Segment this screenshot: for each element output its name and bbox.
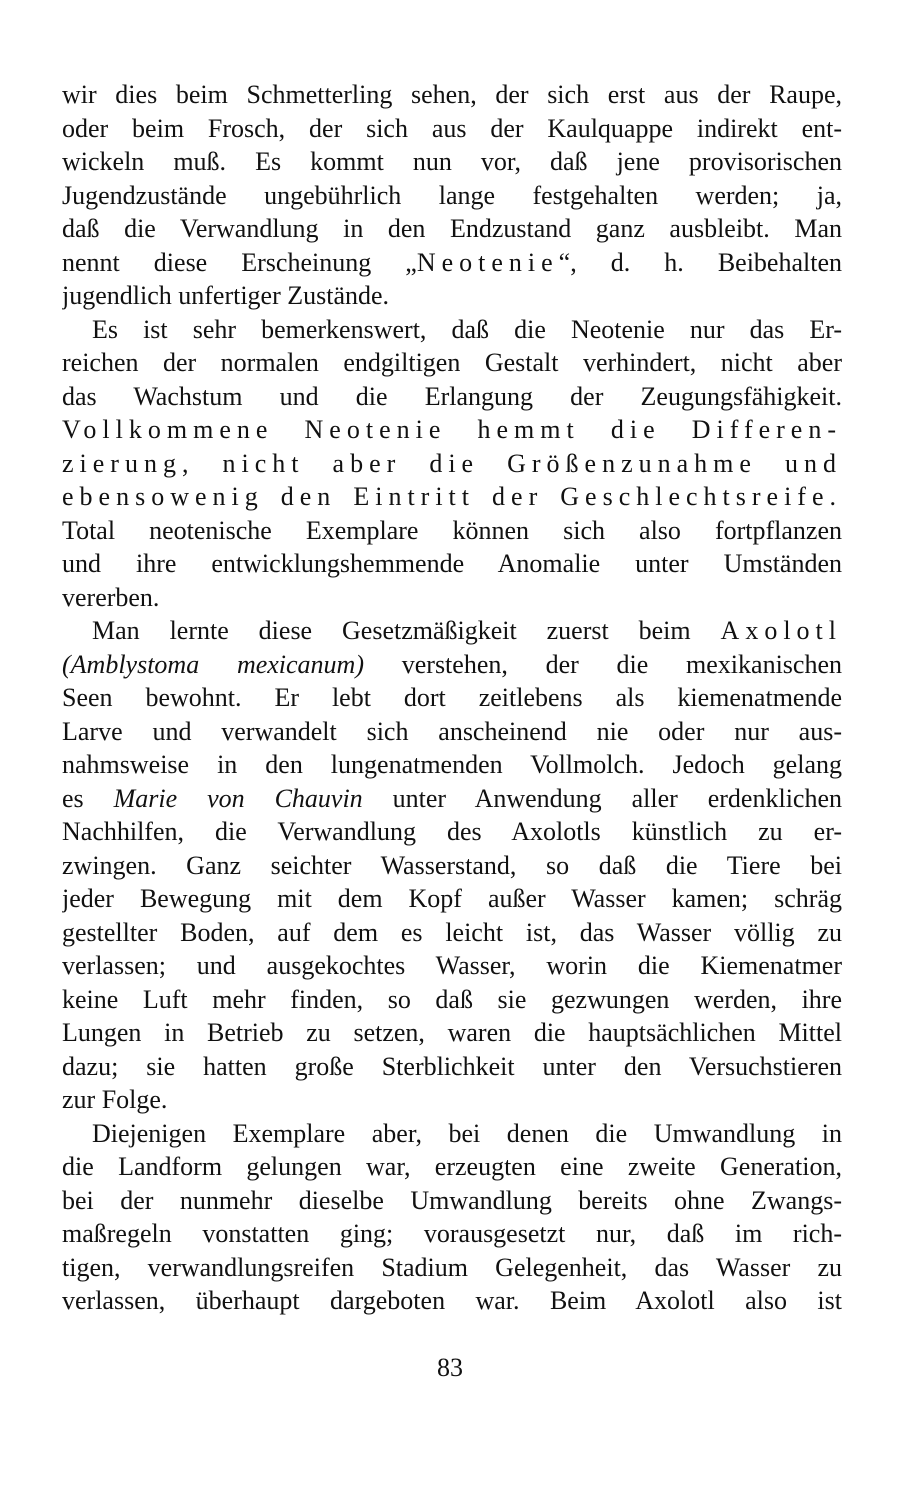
- text-line: [62, 614, 842, 648]
- paragraph: [62, 1117, 842, 1318]
- text-segment: wickeln muß. Es kommt nun vor, daß jene provisorischen: [62, 147, 842, 176]
- text-segment: Man lernte diese Gesetzmäßigkeit zuerst beim: [92, 616, 721, 645]
- text-line: [62, 547, 842, 581]
- text-line: [62, 413, 842, 447]
- text-segment: Seen bewohnt. Er lebt dort zeitlebens als kiemenatmende: [62, 683, 842, 712]
- paragraph: [62, 78, 842, 313]
- text-segment: oder beim Frosch, der sich aus der Kaulquappe indirekt ent-: [62, 113, 842, 143]
- text-line: [62, 849, 842, 883]
- text-line: [62, 949, 842, 983]
- text-line: [62, 782, 842, 816]
- text-line: [62, 480, 842, 514]
- spaced-emphasis-text: Vollkommene Neotenie hemmt die Differen-: [62, 415, 842, 444]
- text-line: [62, 1251, 842, 1285]
- text-segment: jeder Bewegung mit dem Kopf außer Wasser kamen; schräg: [62, 884, 842, 913]
- text-segment: tigen, verwandlungsreifen Stadium Gelegenheit, das Wasser zu: [62, 1252, 842, 1282]
- text-segment: das Wachstum und die Erlangung der Zeugungsfähigkeit.: [62, 381, 842, 411]
- italic-text: Marie von Chauvin: [113, 783, 363, 813]
- text-segment: wir dies beim Schmetterling sehen, der sich erst aus der Raupe,: [62, 80, 842, 109]
- text-segment: Jugendzustände ungebührlich lange festgehalten werden; ja,: [62, 180, 842, 210]
- text-line: [62, 145, 842, 179]
- text-line: [62, 1184, 842, 1218]
- text-line: [62, 346, 842, 380]
- text-line: [62, 78, 842, 112]
- text-line: [62, 648, 842, 682]
- page-number: 83: [437, 1353, 463, 1382]
- text-line: [62, 1284, 842, 1318]
- text-segment: daß die Verwandlung in den Endzustand ganz ausbleibt. Man: [62, 214, 842, 243]
- text-line: [62, 581, 842, 615]
- text-line: [62, 447, 842, 481]
- spaced-emphasis-text: ebensowenig den Eintritt der Geschlechtsreife.: [62, 482, 842, 511]
- text-segment: und ihre entwicklungshemmende Anomalie unter Umständen: [62, 549, 842, 578]
- italic-text: (Amblystoma mexicanum): [62, 649, 364, 679]
- text-segment: verlassen; und ausgekochtes Wasser, worin die Kiemenatmer: [62, 951, 842, 980]
- text-line: [62, 380, 842, 414]
- text-segment: gestellter Boden, auf dem es leicht ist, das Wasser völlig zu: [62, 917, 842, 947]
- text-segment: nahmsweise in den lungenatmenden Vollmolch. Jedoch gelang: [62, 750, 842, 779]
- text-segment: Es ist sehr bemerkenswert, daß die Neotenie nur das Er-: [92, 314, 842, 344]
- text-segment: die Landform gelungen war, erzeugten eine zweite Generation,: [62, 1152, 842, 1181]
- text-line: [62, 681, 842, 715]
- text-segment: “, d. h. Beibehalten: [558, 247, 842, 277]
- text-segment: Diejenigen Exemplare aber, bei denen die Umwandlung in: [92, 1118, 842, 1148]
- text-line: [62, 112, 842, 146]
- text-line: [62, 246, 842, 280]
- text-segment: bei der nunmehr dieselbe Umwandlung bereits ohne Zwangs-: [62, 1185, 842, 1215]
- text-line: [62, 1016, 842, 1050]
- text-line: [62, 1150, 842, 1184]
- text-segment: verstehen, der die mexikanischen: [364, 649, 842, 679]
- text-line: [62, 313, 842, 347]
- text-line: [62, 1083, 842, 1117]
- text-segment: unter Anwendung aller erdenklichen: [362, 783, 842, 813]
- text-line: [62, 983, 842, 1017]
- text-line: [62, 1217, 842, 1251]
- text-line: [62, 1117, 842, 1151]
- text-segment: reichen der normalen endgiltigen Gestalt verhindert, nicht aber: [62, 348, 842, 377]
- text-line: [62, 212, 842, 246]
- page-body: [62, 78, 842, 1318]
- text-segment: Larve und verwandelt sich anscheinend nie oder nur aus-: [62, 716, 842, 746]
- text-segment: zwingen. Ganz seichter Wasserstand, so daß die Tiere bei: [62, 850, 842, 880]
- text-line: [62, 916, 842, 950]
- spaced-emphasis-text: zierung, nicht aber die Größenzunahme und: [62, 448, 842, 478]
- text-line: [62, 882, 842, 916]
- text-segment: Total neotenische Exemplare können sich also fortpflanzen: [62, 515, 842, 545]
- text-segment: keine Luft mehr finden, so daß sie gezwungen werden, ihre: [62, 984, 842, 1014]
- text-line: [62, 514, 842, 548]
- spaced-emphasis-text: Neotenie: [416, 247, 559, 277]
- text-segment: Nachhilfen, die Verwandlung des Axolotls künstlich zu er-: [62, 817, 842, 846]
- text-segment: dazu; sie hatten große Sterblichkeit unter den Versuchstieren: [62, 1051, 842, 1081]
- text-line: [62, 279, 842, 313]
- text-segment: vererben.: [62, 582, 160, 612]
- text-segment: verlassen, überhaupt dargeboten war. Beim Axolotl also ist: [62, 1286, 842, 1315]
- text-segment: jugendlich unfertiger Zustände.: [62, 281, 390, 310]
- text-line: [62, 748, 842, 782]
- text-line: [62, 179, 842, 213]
- text-segment: nennt diese Erscheinung „: [62, 247, 417, 277]
- text-line: [62, 715, 842, 749]
- spaced-emphasis-text: Axolotl: [720, 616, 842, 645]
- text-segment: maßregeln vonstatten ging; vorausgesetzt nur, daß im rich-: [62, 1219, 842, 1248]
- text-segment: zur Folge.: [62, 1085, 168, 1114]
- paragraph: [62, 313, 842, 615]
- text-segment: es: [62, 783, 114, 813]
- paragraph: [62, 614, 842, 1117]
- text-line: [62, 815, 842, 849]
- text-segment: Lungen in Betrieb zu setzen, waren die hauptsächlichen Mittel: [62, 1018, 842, 1047]
- text-line: [62, 1050, 842, 1084]
